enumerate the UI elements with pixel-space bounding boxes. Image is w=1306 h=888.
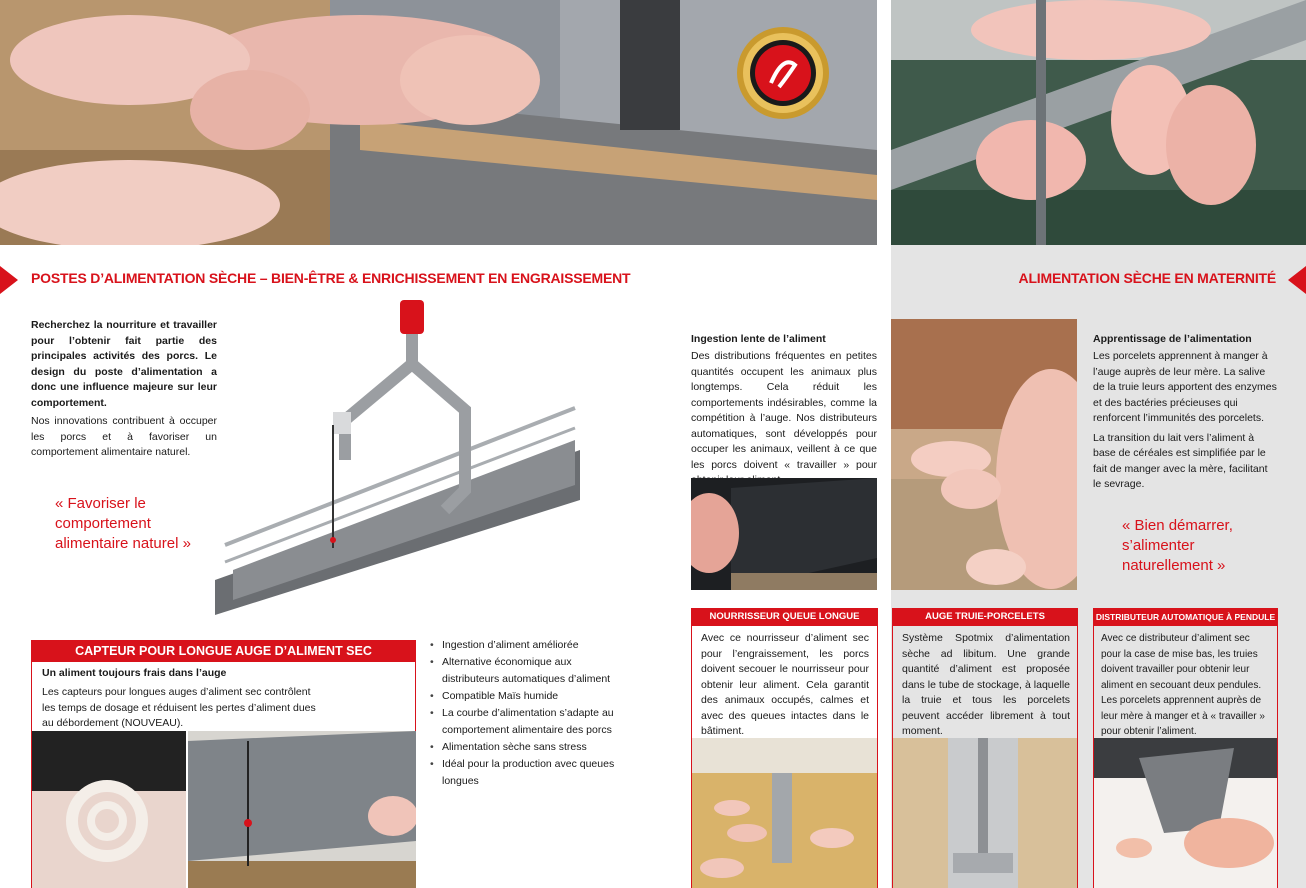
spotmix-trough-photo (893, 738, 1077, 888)
list-item: • Compatible Maïs humide (430, 688, 625, 705)
sensor-box (31, 640, 416, 888)
maternity-heading: Apprentissage de l’alimentation (1093, 333, 1252, 345)
list-item: • La courbe d’alimentation s’adapte au comportement alimentaire des porcs (430, 705, 625, 739)
list-item: • Alimentation sèche sans stress (430, 739, 625, 756)
sensor-box-subtitle: Un aliment toujours frais dans l’auge (42, 667, 227, 679)
quote-left: « Favoriser le comportement alimentaire naturel » (55, 495, 191, 552)
list-item: • Ingestion d’aliment améliorée (430, 637, 625, 654)
list-item: • Alternative économique aux distributeurs automatiques d’aliment (430, 654, 625, 688)
product-box-text: Système Spotmix d’alimentation sèche ad libitum. Une grande quantité d’aliment est proposée dans le tube de stockage, à laquelle la truie et tous les porcelets peuvent accéder librement à tout moment. (902, 632, 1070, 737)
sensor-box-title: CAPTEUR POUR LONGUE AUGE D’ALIMENT SEC (31, 640, 416, 662)
product-box-pendule (1093, 608, 1278, 888)
sow-piglets-photo (891, 319, 1077, 590)
product-box-queue-longue (691, 608, 878, 888)
product-box-title: DISTRIBUTEUR AUTOMATIQUE À PENDULE (1093, 608, 1278, 626)
badge-seal (735, 25, 831, 121)
product-box-text: Avec ce nourrisseur d’aliment sec pour l’engraissement, les porcs doivent secouer le nourrisseur pour obtenir leur aliment. Cela garantit des animaux occupés, calmes et avec des queues intactes dans le bâtiment. (701, 632, 869, 737)
pendulum-feeder-render (1094, 738, 1277, 888)
product-box-title: AUGE TRUIE-PORCELETS (892, 608, 1078, 626)
queue-longue-feeder-photo (692, 738, 877, 888)
section-title-maternite: ALIMENTATION SÈCHE EN MATERNITÉ (1018, 270, 1276, 286)
product-box-text: Avec ce distributeur d’aliment sec pour la case de mise bas, les truies doivent travailler pour obtenir leur aliment en secouant deux pendules. Les porcelets apprennent auprès de leur mère à manger et à « travailler » pour obtenir l’aliment. (1101, 633, 1265, 737)
product-box-auge-truie (892, 608, 1078, 888)
title-arrow-left (0, 266, 18, 294)
trough-sensor-photo (188, 731, 416, 888)
pig-at-feeder-photo (691, 478, 877, 590)
maternity-text-1: Les porcelets apprennent à manger à l’auge auprès de leur mère. La salive de la truie leurs apportent des enzymes et des bactéries précieuses qui renforcent l’immunités des porcelets. (1093, 350, 1277, 424)
long-tail-photo (32, 731, 186, 888)
sensor-box-text: Les capteurs pour longues auges d’aliment sec contrôlent les temps de dosage et réduisent les pertes d’aliment dues au débordement (NOUVEAU). (42, 686, 316, 729)
maternity-text-2: La transition du lait vers l’aliment à base de céréales est simplifiée par le fait de manger avec la mère, facilitant le sevrage. (1093, 431, 1268, 490)
top-right-photo-piglets (891, 0, 1306, 245)
title-arrow-right (1288, 266, 1306, 294)
intro-bold-text: Recherchez la nourriture et travailler pour l’obtenir fait partie des principales activités des porcs. Le design du poste d’alimentation a donc une influence majeure sur leur comportement. (31, 319, 217, 409)
ingestion-text: Des distributions fréquentes en petites quantités occupent les animaux plus longtemps. Cela réduit les comportements indésirables, comme la compétition à l’auge. Nos distributeurs automatiques, sont développés pour occuper les animaux, veillent à ce que les porcs doivent « travailler » pour (691, 350, 877, 471)
quote-right: « Bien démarrer, s’alimenter naturellement » (1122, 517, 1233, 574)
ingestion-heading: Ingestion lente de l’aliment (691, 333, 826, 345)
section-title-engraissement: POSTES D’ALIMENTATION SÈCHE – BIEN-ÊTRE & ENRICHISSEMENT EN ENGRAISSEMENT (31, 270, 631, 286)
benefits-list (430, 637, 625, 790)
list-item: • Idéal pour la production avec queues longues (430, 756, 625, 790)
dry-feeding-station-render (205, 300, 610, 618)
product-box-title: NOURRISSEUR QUEUE LONGUE (691, 608, 878, 626)
intro-text: Nos innovations contribuent à occuper les porcs et à favoriser un comportement alimentaire naturel. (31, 415, 217, 458)
